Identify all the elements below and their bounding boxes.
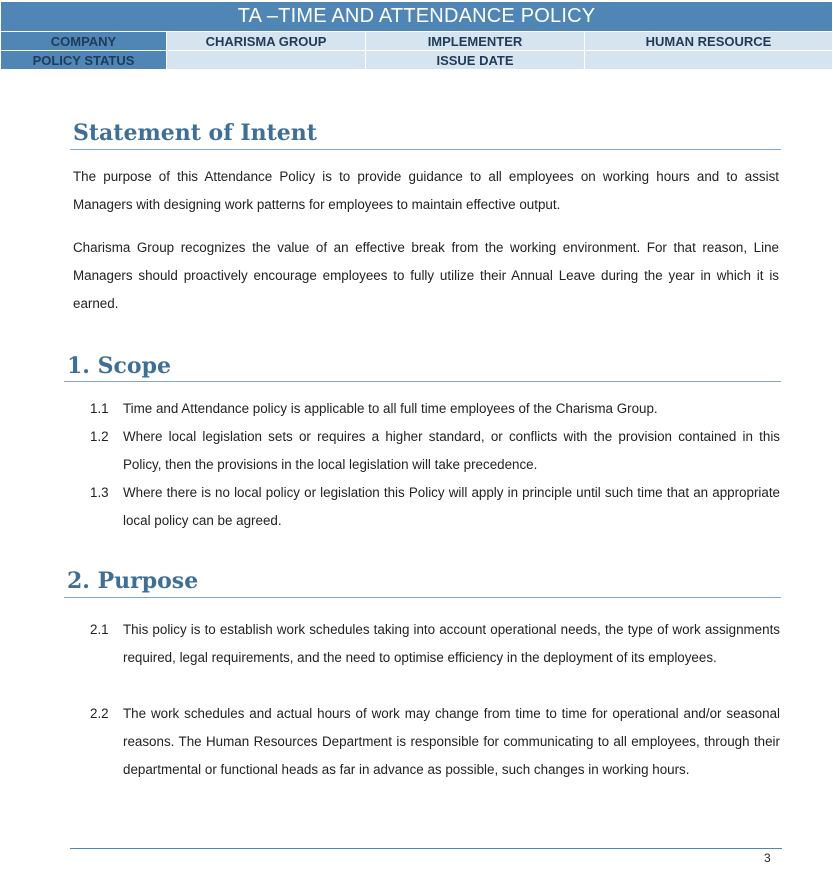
item-text: Time and Attendance policy is applicable to all full time employees of the Charisma Group. xyxy=(123,401,658,416)
policy-header xyxy=(1,2,832,69)
item-number: 1.3 xyxy=(90,485,109,500)
list-item xyxy=(90,479,780,535)
item-number: 1.2 xyxy=(90,429,109,444)
scope-heading-rule xyxy=(64,381,781,382)
intent-paragraph-2: Charisma Group recognizes the value of an effective break from the working environment. For that reason, Line Managers should proactively encourage employees to fully utilize their Annual Leave during the year in which it is earned. xyxy=(73,240,779,311)
policy-status-value xyxy=(167,50,366,69)
company-label: COMPANY xyxy=(1,31,167,50)
intent-paragraph-1: The purpose of this Attendance Policy is to provide guidance to all employees on working hours and to assist Managers with designing work patterns for employees to maintain effective output. xyxy=(73,169,779,212)
list-item xyxy=(90,423,780,479)
issue-date-value xyxy=(585,50,832,69)
item-text: Where local legislation sets or requires a higher standard, or conflicts with the provision contained in this Policy, then the provisions in the local legislation will take precedence. xyxy=(123,429,780,472)
implementer-value: HUMAN RESOURCE xyxy=(585,31,832,50)
purpose-heading-rule xyxy=(64,597,781,598)
list-item xyxy=(90,395,780,423)
issue-date-label: ISSUE DATE xyxy=(366,50,585,69)
scope-heading: 1. Scope xyxy=(67,353,171,379)
item-number: 2.1 xyxy=(90,622,109,637)
item-text: This policy is to establish work schedules taking into account operational needs, the type of work assignments required, legal requirements, and the need to optimise efficiency in the deployment of its employees. xyxy=(123,622,780,665)
intent-heading: Statement of Intent xyxy=(73,120,317,146)
header-row-status xyxy=(1,50,832,69)
intent-heading-rule xyxy=(70,149,781,150)
list-item xyxy=(90,616,780,672)
header-row-company xyxy=(1,31,832,50)
implementer-label: IMPLEMENTER xyxy=(366,31,585,50)
company-value: CHARISMA GROUP xyxy=(167,31,366,50)
purpose-heading: 2. Purpose xyxy=(67,568,199,594)
item-text: The work schedules and actual hours of work may change from time to time for operational and/or seasonal reasons. The Human Resources Department is responsible for communicating to all employees, through their departmental or functional heads as far in advance as possible, such changes in working hours. xyxy=(123,706,780,777)
item-number: 1.1 xyxy=(90,401,109,416)
item-text: Where there is no local policy or legislation this Policy will apply in principle until such time that an appropriate local policy can be agreed. xyxy=(123,485,780,528)
policy-title: TA –TIME AND ATTENDANCE POLICY xyxy=(1,2,832,31)
item-number: 2.2 xyxy=(90,706,109,721)
list-item xyxy=(90,700,780,784)
page-number: 3 xyxy=(764,851,771,865)
policy-status-label: POLICY STATUS xyxy=(1,50,167,69)
footer-rule xyxy=(70,848,782,849)
